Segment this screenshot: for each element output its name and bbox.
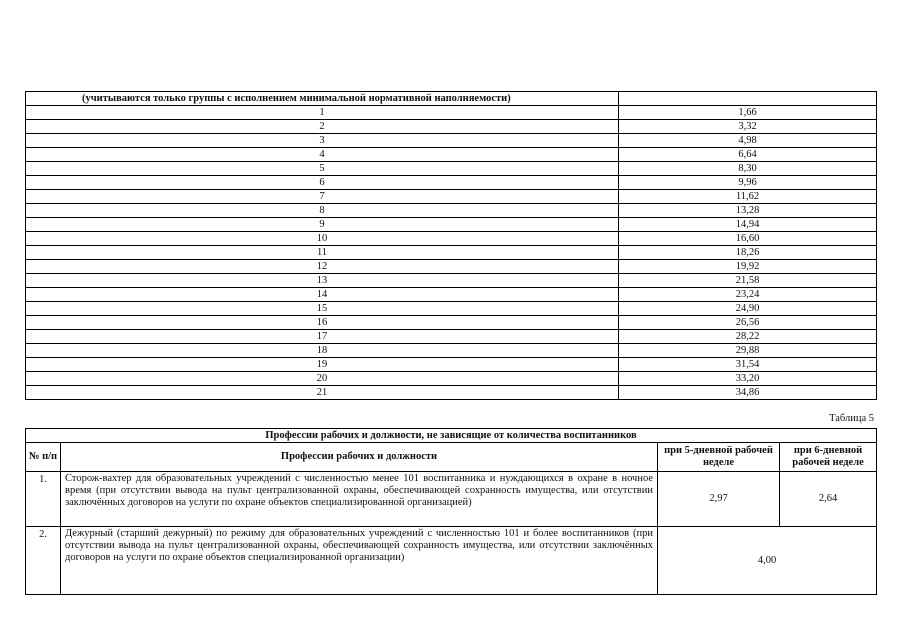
- table-title: Профессии рабочих и должности, не зависящие от количества воспитанников: [26, 429, 877, 443]
- table-row: [26, 358, 877, 372]
- table-row: [26, 372, 877, 386]
- header-num: № п/п: [26, 443, 61, 472]
- table-title-row: [26, 429, 877, 443]
- table-row: [26, 120, 877, 134]
- group-count-cell: 3: [26, 134, 619, 148]
- rate-value-cell: 9,96: [619, 176, 877, 190]
- row-number: 2.: [26, 527, 61, 595]
- header-profession: Профессии рабочих и должности: [61, 443, 658, 472]
- rate-value-cell: 13,28: [619, 204, 877, 218]
- table-row: [26, 162, 877, 176]
- rate-value-cell: 16,60: [619, 232, 877, 246]
- group-count-cell: 7: [26, 190, 619, 204]
- rate-value-cell: 24,90: [619, 302, 877, 316]
- rate-value-cell: 18,26: [619, 246, 877, 260]
- group-count-cell: 4: [26, 148, 619, 162]
- row-number: 1.: [26, 472, 61, 527]
- table-header-row: [26, 92, 877, 106]
- professions-table: [25, 428, 877, 595]
- group-count-cell: 1: [26, 106, 619, 120]
- group-count-cell: 21: [26, 386, 619, 400]
- group-count-cell: 8: [26, 204, 619, 218]
- rate-value-cell: 28,22: [619, 330, 877, 344]
- rate-value-cell: 26,56: [619, 316, 877, 330]
- table-row: [26, 527, 877, 595]
- row-profession: Дежурный (старший дежурный) по режиму для образовательных учреждений с численностью 101 и более воспитанников (при отсутствии вывода на пульт централизованной охраны, обеспечивающей сохранность имущества, или отсутствии заключённых договоров на услуги по охране объектов специализированной организации): [61, 527, 658, 595]
- table-row: [26, 134, 877, 148]
- header-note: (учитываются только группы с исполнением минимальной нормативной наполняемости): [26, 92, 619, 106]
- table-row: [26, 472, 877, 527]
- row-profession: Сторож-вахтер для образовательных учреждений с численностью менее 101 воспитанника и нуждающихся в охране в ночное время (при отсутствии вывода на пульт централизованной охраны, обеспечивающей сохранность имущества, или отсутствии заключённых договоров на услуги по охране объектов специализированной организацией): [61, 472, 658, 527]
- row-week5-value: 2,97: [658, 472, 780, 527]
- table-row: [26, 344, 877, 358]
- group-count-cell: 12: [26, 260, 619, 274]
- group-count-cell: 9: [26, 218, 619, 232]
- rate-value-cell: 19,92: [619, 260, 877, 274]
- group-count-cell: 20: [26, 372, 619, 386]
- table-caption: Таблица 5: [829, 413, 874, 424]
- group-count-cell: 5: [26, 162, 619, 176]
- table-row: [26, 386, 877, 400]
- group-count-cell: 19: [26, 358, 619, 372]
- table-row: [26, 302, 877, 316]
- table-row: [26, 260, 877, 274]
- rate-value-cell: 33,20: [619, 372, 877, 386]
- column-headers-row: [26, 443, 877, 472]
- header-week6: при 6-дневной рабочей неделе: [780, 443, 877, 472]
- rate-value-cell: 11,62: [619, 190, 877, 204]
- table-row: [26, 204, 877, 218]
- rate-value-cell: 1,66: [619, 106, 877, 120]
- rate-value-cell: 31,54: [619, 358, 877, 372]
- rate-value-cell: 29,88: [619, 344, 877, 358]
- table-row: [26, 148, 877, 162]
- table-row: [26, 330, 877, 344]
- table-row: [26, 232, 877, 246]
- table-row: [26, 218, 877, 232]
- groups-rate-table: [25, 91, 877, 400]
- table-row: [26, 288, 877, 302]
- group-count-cell: 10: [26, 232, 619, 246]
- rate-value-cell: 14,94: [619, 218, 877, 232]
- table-row: [26, 190, 877, 204]
- group-count-cell: 16: [26, 316, 619, 330]
- group-count-cell: 13: [26, 274, 619, 288]
- table-row: [26, 246, 877, 260]
- row-week6-value: 2,64: [780, 472, 877, 527]
- group-count-cell: 14: [26, 288, 619, 302]
- group-count-cell: 11: [26, 246, 619, 260]
- rate-value-cell: 4,98: [619, 134, 877, 148]
- table-row: [26, 316, 877, 330]
- row-merged-value: 4,00: [658, 527, 877, 595]
- group-count-cell: 2: [26, 120, 619, 134]
- rate-value-cell: 6,64: [619, 148, 877, 162]
- rate-value-cell: 21,58: [619, 274, 877, 288]
- rate-value-cell: 8,30: [619, 162, 877, 176]
- group-count-cell: 18: [26, 344, 619, 358]
- header-week5: при 5-дневной рабочей неделе: [658, 443, 780, 472]
- group-count-cell: 17: [26, 330, 619, 344]
- rate-value-cell: 23,24: [619, 288, 877, 302]
- table-row: [26, 106, 877, 120]
- group-count-cell: 15: [26, 302, 619, 316]
- rate-value-cell: 34,86: [619, 386, 877, 400]
- rate-value-cell: 3,32: [619, 120, 877, 134]
- table-row: [26, 176, 877, 190]
- table-row: [26, 274, 877, 288]
- header-empty-cell: [619, 92, 877, 106]
- group-count-cell: 6: [26, 176, 619, 190]
